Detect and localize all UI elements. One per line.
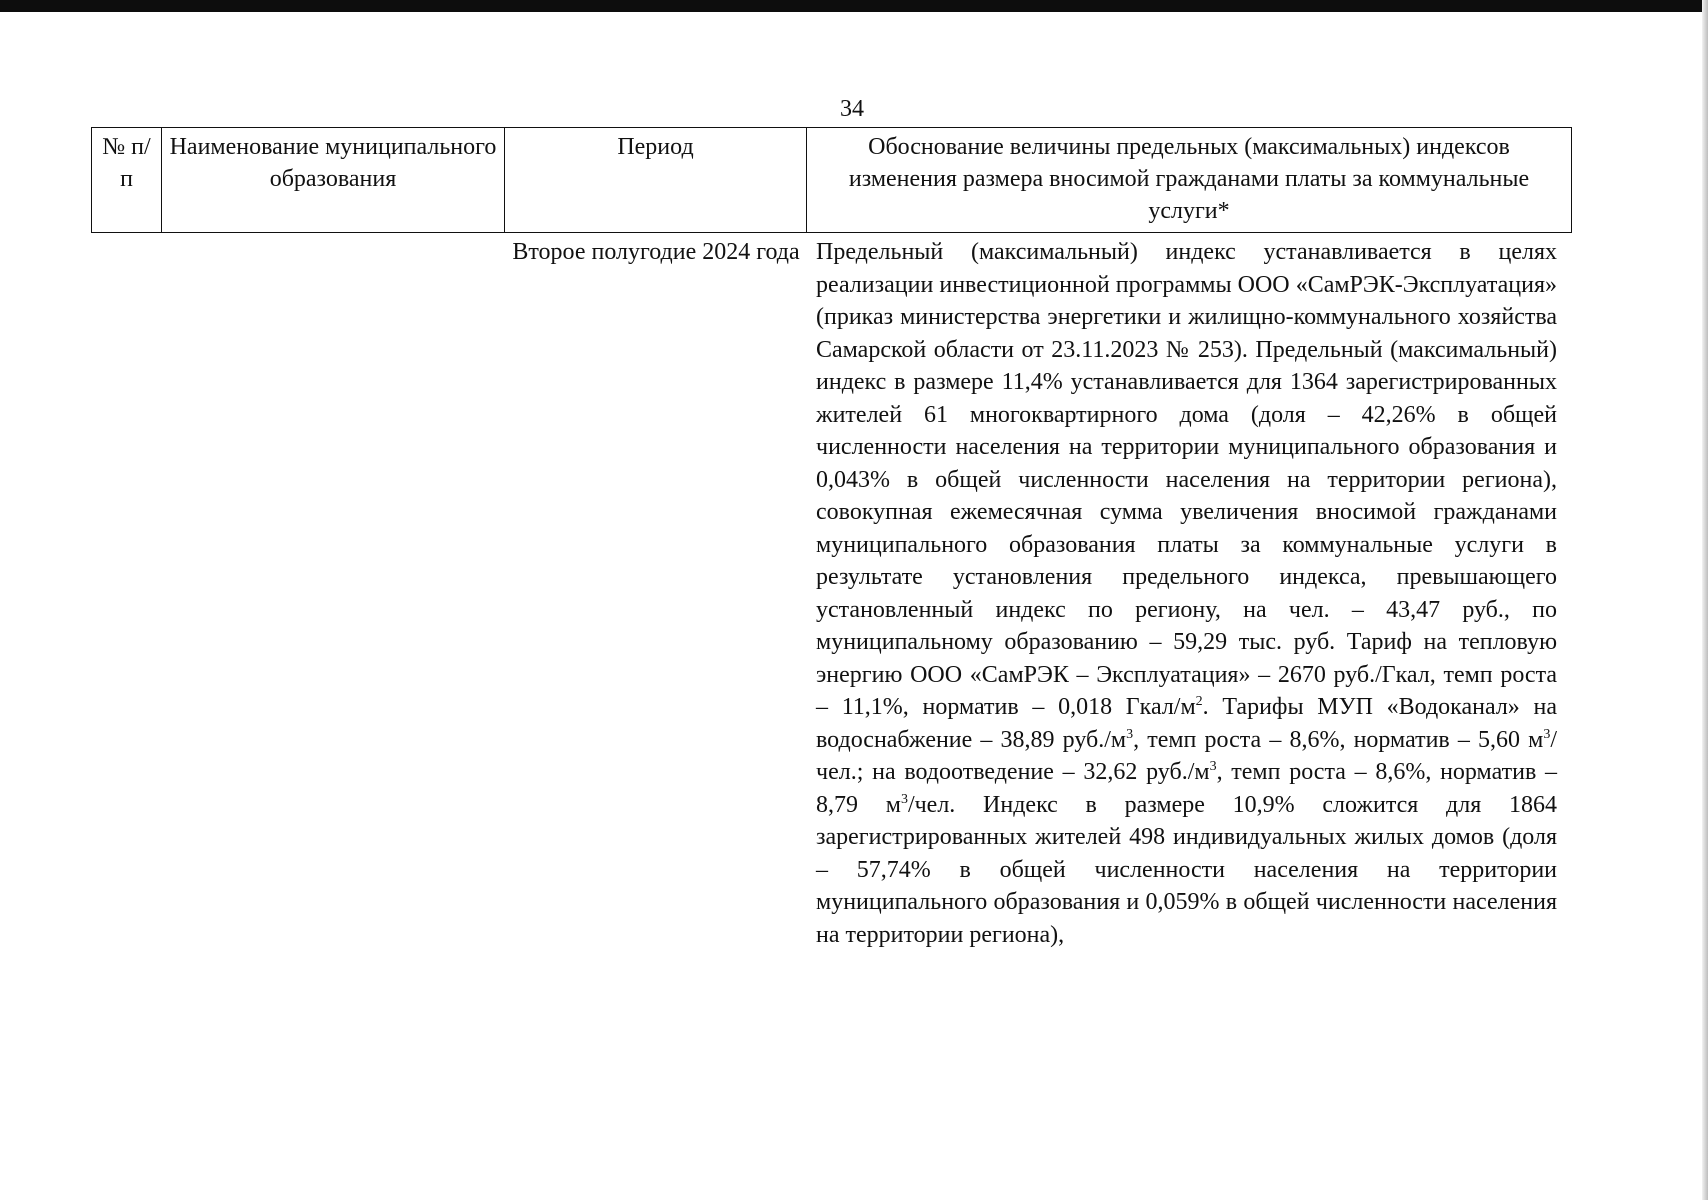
scan-top-edge [0,0,1708,12]
header-justification: Обоснование величины предельных (максимальных) индексов изменения размера вносимой гражданами платы за коммунальные услуги* [807,128,1572,233]
page-number: 34 [840,96,864,122]
superscript: 3 [1209,759,1217,774]
header-municipality-name: Наименование муниципального образования [162,128,505,233]
superscript: 3 [1126,726,1134,742]
text-segment: . Тарифы МУП «Водоканал» на водоснабжение – 38,89 руб./м [816,694,1557,753]
period-cell: Второе полугодие 2024 года [512,239,800,265]
superscript: 3 [1543,726,1551,742]
header-period: Период [505,128,807,233]
text-segment: Предельный (максимальный) индекс устанавливается в целях реализации инвестиционной программы ООО «СамРЭК-Эксплуатация» (приказ министерства энергетики и жилищно-коммунального хозяйства Самарской области от 23.11.2023 № 253). Предельный (максимальный) индекс в размере 11,4% устанавливается для 1364 зарегистрированных жителей 61 многоквартирного дома (доля – 42,26% в общей численности населения на территории муниципального образования и 0,043% в общей численности населения на территории региона), совокупная ежемесячная сумма увеличения вносимой гражданами муниципального образования платы за коммунальные услуги в результате установления предельного индекса, превышающего установленный индекс по региону, на чел. – 43,47 руб., по муниципальному образованию – 59,29 тыс. руб. Тариф на тепловую энергию ООО «СамРЭК – Эксплуатация» – 2670 руб./Гкал, темп роста – 11,1%, норматив – 0,018 Гкал/м [816,239,1557,720]
superscript: 3 [900,791,908,807]
header-number: № п/п [92,128,162,233]
justification-text [816,236,1557,951]
text-segment: /чел.; на водоотведение – 32,62 руб./м [816,726,1557,785]
scan-right-edge [1702,0,1708,1200]
text-segment: /чел. Индекс в размере 10,9% сложится для 1864 зарегистрированных жителей 498 индивидуальных жилых домов (доля – 57,74% в общей численности населения на территории муниципального образования и 0,059% в общей численности населения на территории региона), [816,791,1558,948]
text-segment: , темп роста – 8,6%, норматив – 5,60 м [1133,726,1544,753]
table-header-row [92,128,1572,233]
table-header [91,127,1572,233]
justification-paragraph [816,236,1557,951]
superscript: 2 [1195,694,1203,709]
text-segment: , темп роста – 8,6%, норматив – 8,79 м [816,759,1558,818]
